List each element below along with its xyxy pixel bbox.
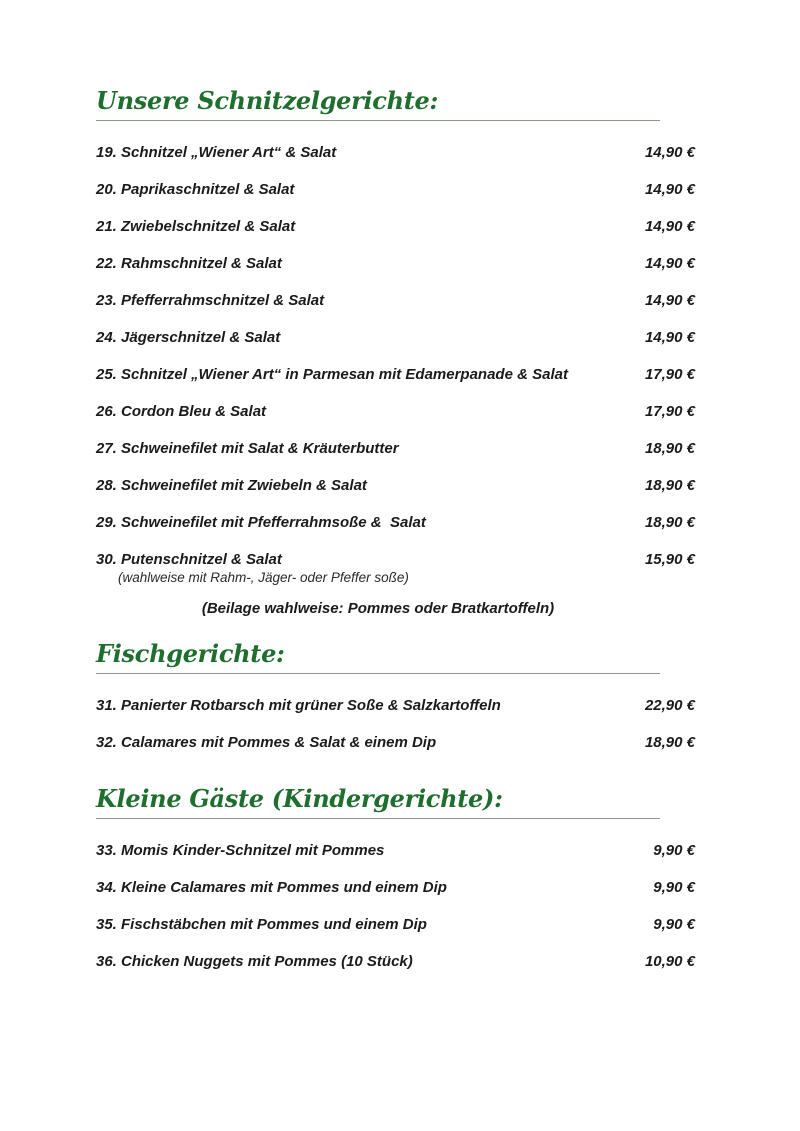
menu-item-row (96, 439, 695, 458)
menu-item-price: 9,90 € (653, 879, 695, 896)
menu-item-row (96, 365, 695, 384)
menu-item-label: 29. Schweinefilet mit Pfefferrahmsoße & Salat (96, 514, 426, 531)
menu-item-row (96, 952, 695, 971)
menu-item-price: 9,90 € (653, 916, 695, 933)
section-heading-kindergerichte: Kleine Gäste (Kindergerichte): (96, 784, 660, 819)
menu-item-row (96, 291, 695, 310)
menu-item-row (96, 180, 695, 199)
menu-item-row (96, 513, 695, 532)
menu-item-label: 24. Jägerschnitzel & Salat (96, 329, 281, 346)
menu-item-price: 18,90 € (644, 477, 695, 494)
beilage-note: (Beilage wahlweise: Pommes oder Bratkartoffeln) (201, 600, 555, 617)
menu-item-price: 14,90 € (644, 218, 695, 235)
menu-item-price: 17,90 € (644, 403, 695, 420)
menu-item-row (96, 550, 695, 569)
menu-item-label: 22. Rahmschnitzel & Salat (96, 255, 282, 272)
menu-item-price: 18,90 € (644, 440, 695, 457)
menu-item-row (96, 841, 695, 860)
menu-item-price: 22,90 € (644, 697, 695, 714)
section-heading-fischgerichte: Fischgerichte: (96, 639, 660, 674)
item-30-sauce-note: (wahlweise mit Rahm-, Jäger- oder Pfeffer soße) (118, 570, 409, 585)
menu-item-label: 19. Schnitzel „Wiener Art“ & Salat (96, 144, 337, 161)
menu-item-price: 14,90 € (644, 255, 695, 272)
menu-item-label: 20. Paprikaschnitzel & Salat (96, 181, 295, 198)
menu-item-label: 31. Panierter Rotbarsch mit grüner Soße & Salzkartoffeln (96, 697, 501, 714)
menu-item-price: 14,90 € (644, 329, 695, 346)
menu-item-price: 10,90 € (644, 953, 695, 970)
menu-item-label: 23. Pfefferrahmschnitzel & Salat (96, 292, 325, 309)
menu-item-label: 27. Schweinefilet mit Salat & Kräuterbutter (96, 440, 399, 457)
menu-item-price: 17,90 € (644, 366, 695, 383)
menu-item-label: 26. Cordon Bleu & Salat (96, 403, 267, 420)
menu-item-label: 21. Zwiebelschnitzel & Salat (96, 218, 296, 235)
menu-item-row (96, 696, 695, 715)
menu-item-row (96, 328, 695, 347)
menu-item-label: 25. Schnitzel „Wiener Art“ in Parmesan mit Edamerpanade & Salat (96, 366, 568, 383)
menu-item-price: 14,90 € (644, 292, 695, 309)
menu-item-price: 15,90 € (644, 551, 695, 568)
menu-item-label: 33. Momis Kinder-Schnitzel mit Pommes (96, 842, 385, 859)
menu-item-label: 34. Kleine Calamares mit Pommes und einem Dip (96, 879, 447, 896)
menu-item-price: 14,90 € (644, 181, 695, 198)
menu-item-row (96, 143, 695, 162)
menu-item-price: 18,90 € (644, 734, 695, 751)
menu-item-price: 14,90 € (644, 144, 695, 161)
menu-item-label: 35. Fischstäbchen mit Pommes und einem Dip (96, 916, 427, 933)
section-heading-schnitzelgerichte: Unsere Schnitzelgerichte: (96, 86, 660, 121)
menu-item-row (96, 217, 695, 236)
menu-item-row (96, 476, 695, 495)
menu-item-row (96, 254, 695, 273)
menu-item-price: 18,90 € (644, 514, 695, 531)
menu-item-label: 28. Schweinefilet mit Zwiebeln & Salat (96, 477, 367, 494)
menu-item-price: 9,90 € (653, 842, 695, 859)
menu-item-label: 30. Putenschnitzel & Salat (96, 551, 282, 568)
menu-item-row (96, 878, 695, 897)
menu-item-row (96, 915, 695, 934)
menu-item-label: 36. Chicken Nuggets mit Pommes (10 Stück) (96, 953, 413, 970)
menu-item-label: 32. Calamares mit Pommes & Salat & einem Dip (96, 734, 437, 751)
menu-item-row (96, 733, 695, 752)
menu-item-row (96, 402, 695, 421)
